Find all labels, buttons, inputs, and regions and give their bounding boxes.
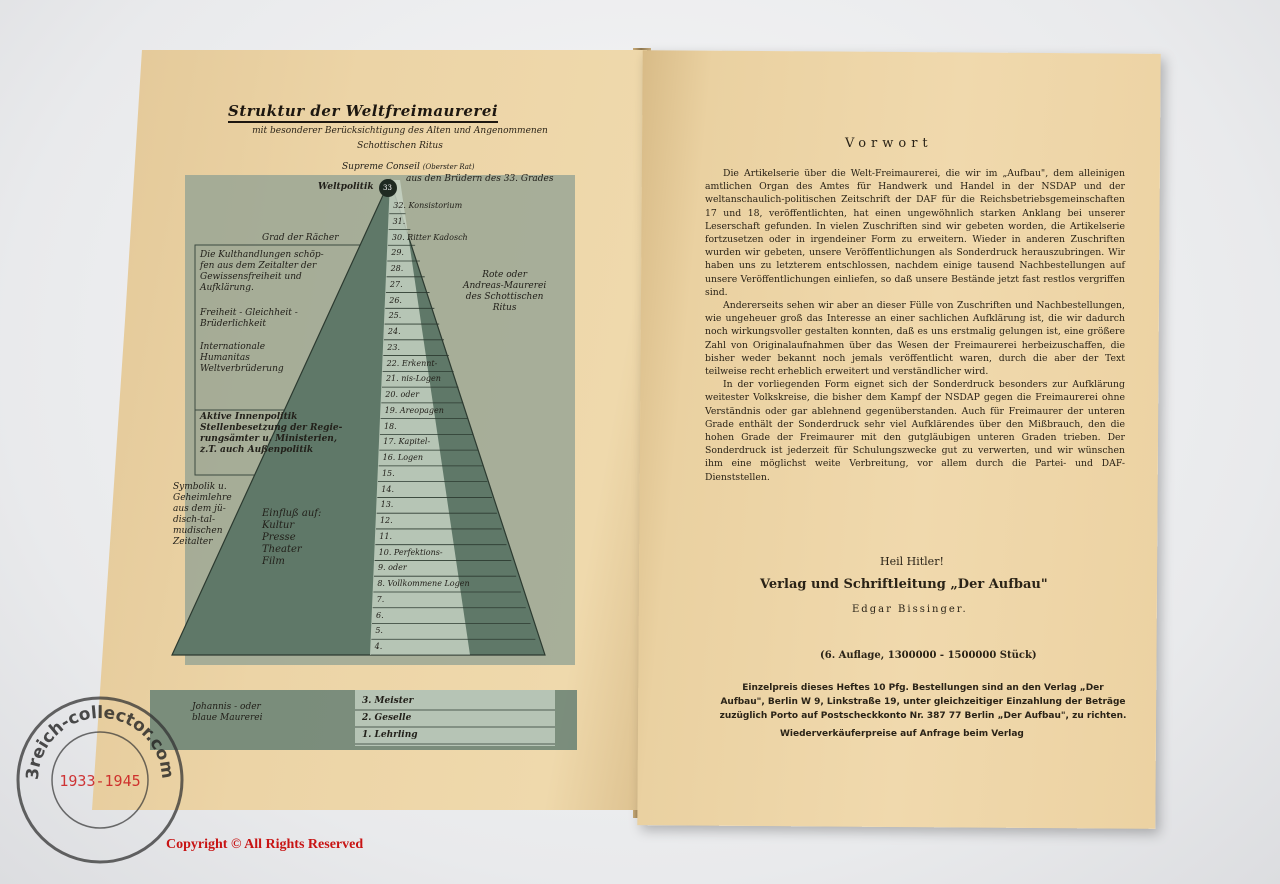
degree-row-label: 18.	[383, 421, 397, 431]
paragraph-2: Andererseits sehen wir aber an dieser Fülle von Zuschriften und Nachbestellungen, wie ungeheuer groß das Interesse an einer sachlichen Aufklärung ist, die wir dadurch noch wirkungsvoller gestalten konnten, daß es uns erstmalig gelungen ist, eine größere Zahl von Originalaufnahmen über das Wesen der Freimaurerei herbeizuschaffen, die bisher weder bekannt noch jemals veröffentlicht waren, durch die aber der Text teilweise recht erheblich erweitert und verständlicher wird.	[705, 300, 1125, 378]
aus-den-bruedern-label: aus den Brüdern des 33. Grades	[406, 174, 554, 184]
publisher-line: Verlag und Schriftleitung „Der Aufbau"	[760, 577, 1048, 592]
vorwort-body	[705, 167, 1125, 484]
aktive-politik-text: Aktive Innenpolitik Stellenbesetzung der Regie- rungsämter u. Ministerien, z.T. auch Außenpolitik	[200, 412, 343, 455]
watermark-stamp	[10, 690, 190, 870]
degree-row-label: 8. Vollkommene Logen	[377, 579, 470, 589]
degree-row-label: 16. Logen	[382, 453, 424, 463]
degree-row-label: 9. oder	[377, 563, 407, 573]
supreme-conseil-label: Supreme Conseil (Oberster Rat)	[342, 162, 475, 172]
degree-row-label: 19. Areopagen	[384, 405, 444, 415]
stamp-years: 1933-1945	[59, 772, 141, 790]
paragraph-1: Die Artikelserie über die Welt-Freimaurerei, die wir im „Aufbau", dem alleinigen amtlichen Organ des Amtes für Handwerk und Handel in der NSDAP und der weltanschaulich-politischen Zeitschrift der DAF für die Reichsbetriebsgemeinschaften 17 und 18, veröffentlichten, hat einen ungewöhnlich starken Anklang bei unserer Leserschaft gefunden. In vielen Zuschriften sind wir gebeten worden, die Artikelserie fortzusetzen oder in irgendeiner Form zu erweitern. Wieder in anderen Zuschriften wurden wir gebeten, unsere Veröffentlichungen als Sonderdruck herauszubringen. Wir haben uns zu letzterem entschlossen, nachdem einige tausend Nachbestellungen auf unsere Veröffentlichungen einliefen, so daß unsere Bestände jetzt fast restlos vergriffen sind.	[705, 168, 1125, 298]
weltpolitik-label: Weltpolitik	[318, 182, 374, 192]
degree-row-label: 5.	[375, 626, 383, 636]
degree-row-label: 12.	[379, 516, 393, 526]
degree-row-label: 6.	[375, 610, 384, 620]
degree-row-label: 31.	[392, 216, 406, 226]
degree-row-label: 27.	[389, 279, 403, 289]
kulthandlungen-text: Die Kulthandlungen schöp- fen aus dem Zeitalter der Gewissensfreiheit und Aufklärung.	[200, 250, 324, 293]
degree-row-label: 23.	[387, 342, 400, 352]
blue-degree-label: 2. Geselle	[362, 713, 412, 723]
subtitle-line-1: mit besonderer Berücksichtigung des Alten und Angenommenen	[252, 126, 548, 136]
degree-row-label: 22. Erkennt-	[386, 358, 438, 368]
degree-row-label: 20. oder	[385, 390, 420, 400]
freiheit-text: Freiheit - Gleichheit - Brüderlichkeit	[200, 308, 298, 329]
degree-row-label: 14.	[381, 484, 395, 494]
subtitle-line-2: Schottischen Ritus	[357, 141, 443, 151]
price-info: Einzelpreis dieses Heftes 10 Pfg. Bestellungen sind an den Verlag „Der Aufbau", Berlin W 9, Linkstraße 19, unter gleichzeitiger Einzahlung der Beträge zuzüglich Porto auf Postscheckkonto Nr. 387 77 Berlin „Der Aufbau", zu richten.	[719, 683, 1127, 721]
diagram-title: Struktur der Weltfreimaurerei	[228, 102, 498, 123]
degree-row-label: 29.	[391, 248, 404, 258]
degree-33-label: 33	[383, 184, 392, 192]
degree-row-label: 28.	[390, 264, 404, 274]
rote-maurerei-text: Rote oder Andreas-Maurerei des Schottischen Ritus	[463, 270, 547, 313]
symbolik-text: Symbolik u. Geheimlehre aus dem jü- disch-tal- mudischen Zeitalter	[173, 482, 232, 547]
stamp-text: 3reich-collector.com	[22, 702, 178, 781]
degree-row-label: 21. nis-Logen	[385, 374, 441, 384]
paragraph-3: In der vorliegenden Form eignet sich der Sonderdruck besonders zur Aufklärung weitester Volkskreise, die bisher dem Kampf der NSDAP gegen die Freimaurerei ohne Verständnis oder gar ablehnend gegenüberstanden. Auch für Freimaurer der unteren Grade enthält der Sonderdruck sehr viel Aufklärendes über den Mißbrauch, den die hohen Grade der Freimaurer mit den gutgläubigen unteren Graden trieben. Der Sonderdruck ist jederzeit für Schulungszwecke gut zu verwerten, und wir wünschen ihm eine möglichst weite Verbreitung, vor allem durch die Partei- und DAF-Dienststellen.	[705, 379, 1125, 483]
johannis-text: Johannis - oder blaue Maurerei	[192, 702, 263, 723]
edition-line: (6. Auflage, 1300000 - 1500000 Stück)	[820, 650, 1037, 661]
degree-row-label: 13.	[380, 500, 394, 510]
degree-row-label: 26.	[389, 295, 402, 305]
degree-row-label: 10. Perfektions-	[378, 547, 443, 557]
degree-row-label: 7.	[376, 594, 385, 604]
reseller-line: Wiederverkäuferpreise auf Anfrage beim Verlag	[780, 729, 1024, 739]
degree-row-label: 32. Konsistorium	[393, 201, 463, 210]
blue-degree-label: 3. Meister	[362, 696, 414, 706]
degree-row-label: 15.	[381, 468, 395, 478]
degree-row-label: 4.	[374, 642, 383, 652]
closing-salute: Heil Hitler!	[880, 555, 944, 568]
grad-der-raecher-label: Grad der Rächer	[262, 233, 339, 243]
einfluss-text: Einfluß auf: Kultur Presse Theater Film	[262, 508, 322, 567]
blue-degree-label: 1. Lehrling	[362, 730, 418, 740]
internationale-text: Internationale Humanitas Weltverbrüderung	[200, 342, 284, 374]
degree-row-label: 24.	[387, 327, 401, 337]
degree-row-label: 17. Kapitel-	[383, 437, 431, 447]
editor-name: Edgar Bissinger.	[852, 604, 968, 615]
copyright-notice: Copyright © All Rights Reserved	[166, 837, 364, 852]
degree-row-label: 25.	[388, 311, 402, 321]
degree-row-label: 30. Ritter Kadosch	[391, 232, 468, 242]
vorwort-heading: Vorwort	[845, 136, 933, 151]
degree-row-label: 11.	[379, 531, 393, 541]
